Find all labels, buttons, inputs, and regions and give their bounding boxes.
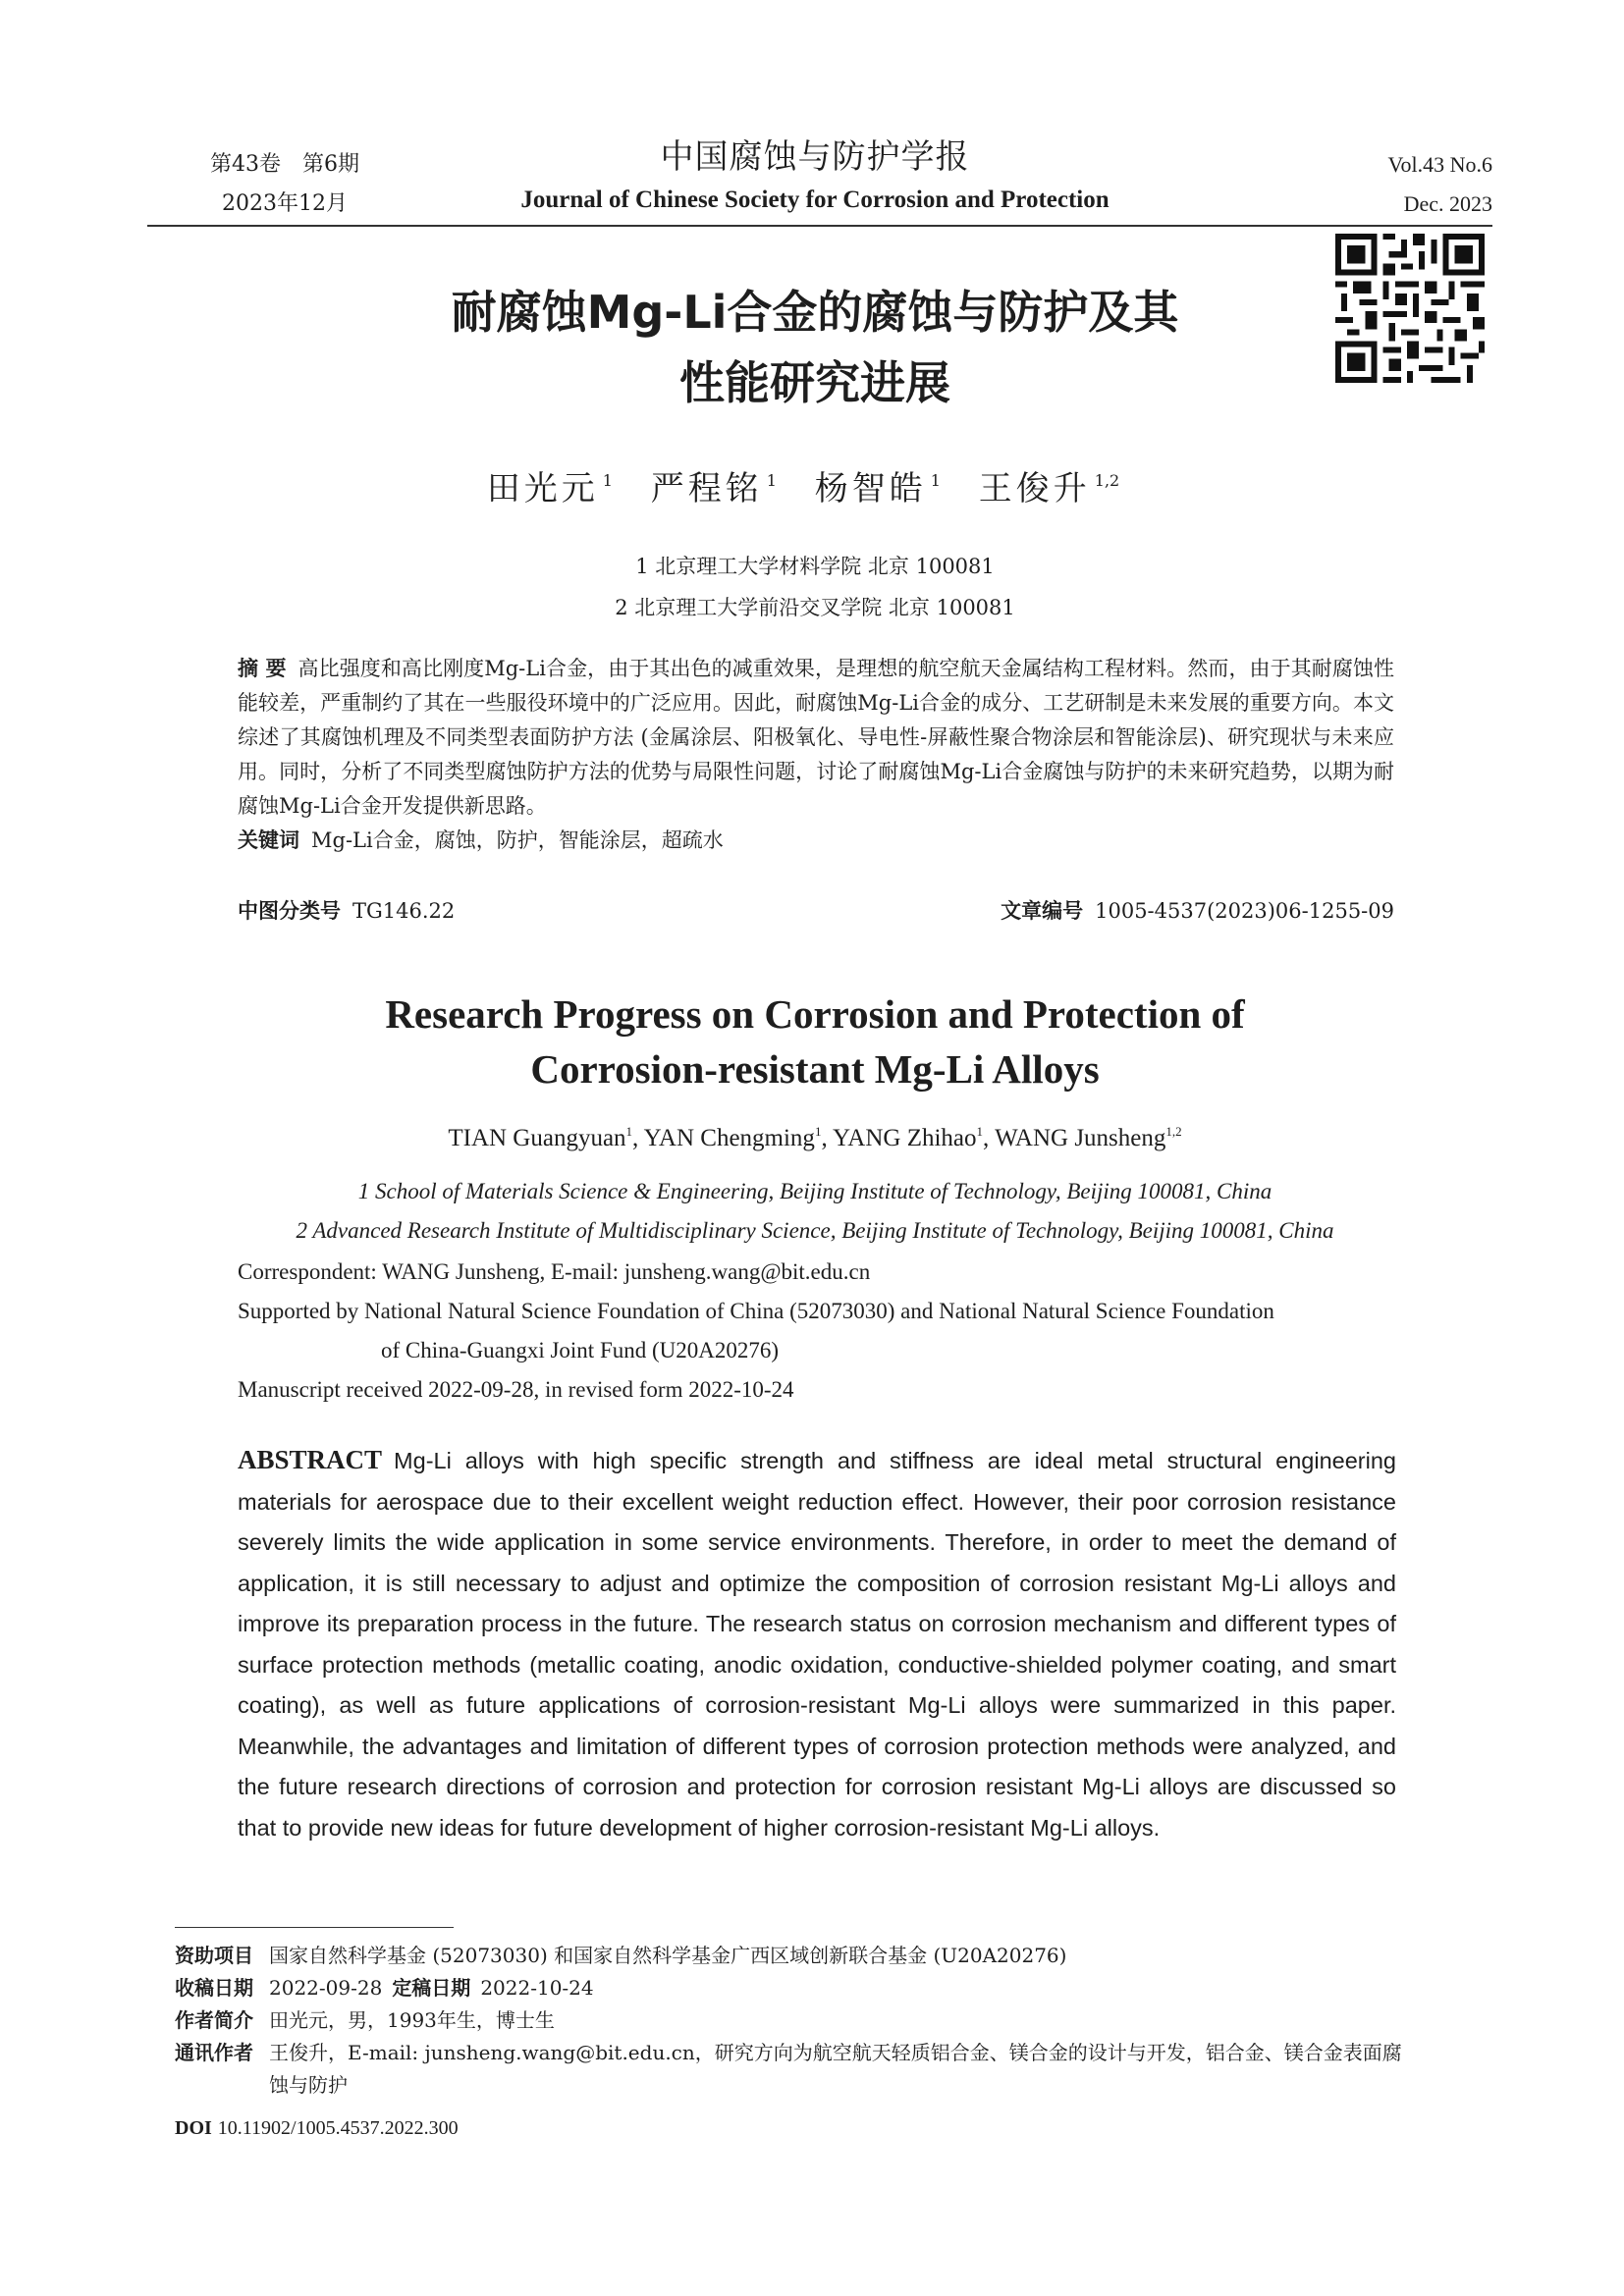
abstract-en-text: Mg-Li alloys with high specific strength and stiffness are ideal metal structural engineering materials for aerospace due to their excellent weight reduction effect. However, their poor corrosion resistance severely limits the wide application in some service environments. Therefore, in order to meet the demand of application, it is still necessary to adjust and optimize the composition of corrosion resistant Mg-Li alloys and improve its preparation process in the future. The research status on corrosion mechanism and different types of surface protection methods (metallic coating, anodic oxidation, conductive-shielded polymer coating, and smart coating), as well as future applications of corrosion-resistant Mg-Li alloys were summarized in this paper. Meanwhile, the advantages and limitation of different types of corrosion protection methods were analyzed, and the future research directions of corrosion and protection for corrosion resistant Mg-Li alloys are discussed so that to provide new ideas for future development of higher corrosion-resistant Mg-Li alloys. (238, 1448, 1396, 1841)
affiliations-en (196, 1172, 1434, 1251)
author-cn-affil: 1,2 (1094, 471, 1120, 490)
journal-name-cn: 中国腐蚀与防护学报 (660, 137, 970, 177)
author-en: YANG Zhihao (833, 1125, 977, 1151)
correspondent: Correspondent: WANG Junsheng, E-mail: junsheng.wang@bit.edu.cn (238, 1259, 871, 1284)
keywords-cn (238, 824, 1394, 858)
author-cn: 田光元 (486, 469, 599, 508)
classification-number (238, 895, 455, 925)
author-cn-affil: 1 (602, 471, 613, 490)
title-en-line-2: Corrosion-resistant Mg-Li Alloys (530, 1046, 1100, 1092)
final-date: 2022-10-24 (480, 1976, 594, 2000)
abstract-cn-label: 摘 要 (238, 657, 287, 680)
funding-line-2: of China-Guangxi Joint Fund (U20A20276) (381, 1338, 780, 1362)
class-value: TG146.22 (352, 899, 456, 923)
received-date: 2022-09-28 (269, 1976, 383, 2000)
affiliation-cn: 1 北京理工大学材料学院 北京 100081 (635, 555, 995, 578)
footnotes (175, 1940, 1402, 2102)
funding-label: 资助项目 (175, 1944, 253, 1967)
final-label: 定稿日期 (392, 1976, 471, 2000)
contact-label: 通讯作者 (175, 2041, 253, 2064)
author-en-affil: 1 (976, 1124, 984, 1139)
classification-row (238, 895, 1394, 925)
author-en: WANG Junsheng (995, 1125, 1166, 1151)
abstract-en (238, 1440, 1396, 1848)
keywords-cn-text: Mg-Li合金，腐蚀，防护，智能涂层，超疏水 (311, 828, 724, 852)
article-title-en (275, 987, 1355, 1096)
doi-value: 10.11902/1005.4537.2022.300 (217, 2117, 459, 2139)
article-value: 1005-4537(2023)06-1255-09 (1095, 899, 1394, 923)
abstract-en-label: ABSTRACT (238, 1445, 383, 1474)
funding-text: 国家自然科学基金 (52073030) 和国家自然科学基金广西区域创新联合基金 (U20A20276) (269, 1944, 1067, 1967)
header-center (442, 133, 1188, 220)
footnote-contact (175, 2037, 1402, 2102)
author-cn: 严程铭 (650, 469, 763, 508)
author-text: 田光元，男，1993年生，博士生 (269, 2008, 555, 2032)
article-title-cn (373, 277, 1257, 418)
title-cn-line-2: 性能研究进展 (679, 356, 950, 409)
article-number (1001, 895, 1394, 925)
author-en: YAN Chengming (643, 1125, 815, 1151)
date-en: Dec. 2023 (1403, 191, 1492, 216)
volume-cn: 第43卷 第6期 (210, 152, 359, 177)
header-left (177, 145, 393, 224)
affiliation-cn: 2 北京理工大学前沿交叉学院 北京 100081 (615, 596, 1015, 619)
date-cn: 2023年12月 (222, 191, 348, 216)
qr-code-icon (1335, 234, 1485, 383)
author-cn-affil: 1 (930, 471, 941, 490)
affiliation-en: 2 Advanced Research Institute of Multidisciplinary Science, Beijing Institute of Technology, Beijing 100081, China (296, 1218, 1334, 1243)
author-en-affil: 1 (625, 1124, 633, 1139)
doi (175, 2117, 459, 2140)
authors-en (275, 1124, 1355, 1152)
author-en-affil: 1,2 (1165, 1124, 1182, 1139)
header-right (1296, 145, 1492, 224)
author-en: TIAN Guangyuan (448, 1125, 626, 1151)
keywords-cn-label: 关键词 (238, 828, 299, 852)
title-en-line-1: Research Progress on Corrosion and Protection of (385, 991, 1245, 1037)
author-label: 作者简介 (175, 2008, 253, 2032)
abstract-cn (238, 652, 1394, 858)
doi-label: DOI (175, 2117, 212, 2139)
author-separator: , (983, 1125, 996, 1151)
author-en-affil: 1 (814, 1124, 822, 1139)
author-separator: , (821, 1125, 834, 1151)
affiliation-en: 1 School of Materials Science & Engineering, Beijing Institute of Technology, Beijing 100081, China (357, 1179, 1272, 1203)
author-cn-affil: 1 (766, 471, 777, 490)
class-label: 中图分类号 (238, 899, 341, 923)
footnote-rule (175, 1927, 454, 1928)
affiliations-cn (373, 546, 1257, 628)
metadata-en (238, 1253, 1396, 1410)
manuscript-received: Manuscript received 2022-09-28, in revised form 2022-10-24 (238, 1377, 794, 1402)
abstract-cn-text: 高比强度和高比刚度Mg-Li合金，由于其出色的减重效果，是理想的航空航天金属结构工程材料。然而，由于其耐腐蚀性能较差，严重制约了其在一些服役环境中的广泛应用。因此，耐腐蚀Mg-Li合金的成分、工艺研制是未来发展的重要方向。本文综述了其腐蚀机理及不同类型表面防护方法 (金属涂层、阳极氧化、导电性-屏蔽性聚合物涂层和智能涂层)、研究现状与未来应用。同时，分析了不同类型腐蚀防护方法的优势与局限性问题，讨论了耐腐蚀Mg-Li合金腐蚀与防护的未来研究趋势，以期为耐腐蚀Mg-Li合金开发提供新思路。 (238, 657, 1395, 818)
header-rule (147, 225, 1492, 227)
funding-line-1: Supported by National Natural Science Foundation of China (52073030) and National Natural Science Foundation (238, 1299, 1274, 1323)
author-cn: 杨智皓 (814, 469, 927, 508)
author-cn: 王俊升 (978, 469, 1091, 508)
authors-cn (373, 461, 1257, 509)
title-cn-line-1: 耐腐蚀Mg-Li合金的腐蚀与防护及其 (451, 286, 1179, 339)
footnote-author (175, 2004, 1402, 2037)
article-label: 文章编号 (1001, 899, 1084, 923)
footnote-dates (175, 1972, 1402, 2004)
volume-en: Vol.43 No.6 (1387, 152, 1492, 177)
journal-name-en: Journal of Chinese Society for Corrosion and Protection (520, 187, 1110, 213)
received-label: 收稿日期 (175, 1976, 253, 2000)
author-separator: , (632, 1125, 644, 1151)
contact-text: 王俊升，E-mail: junsheng.wang@bit.edu.cn，研究方向为航空航天轻质铝合金、镁合金的设计与开发，铝合金、镁合金表面腐蚀与防护 (269, 2041, 1402, 2097)
footnote-funding (175, 1940, 1402, 1972)
